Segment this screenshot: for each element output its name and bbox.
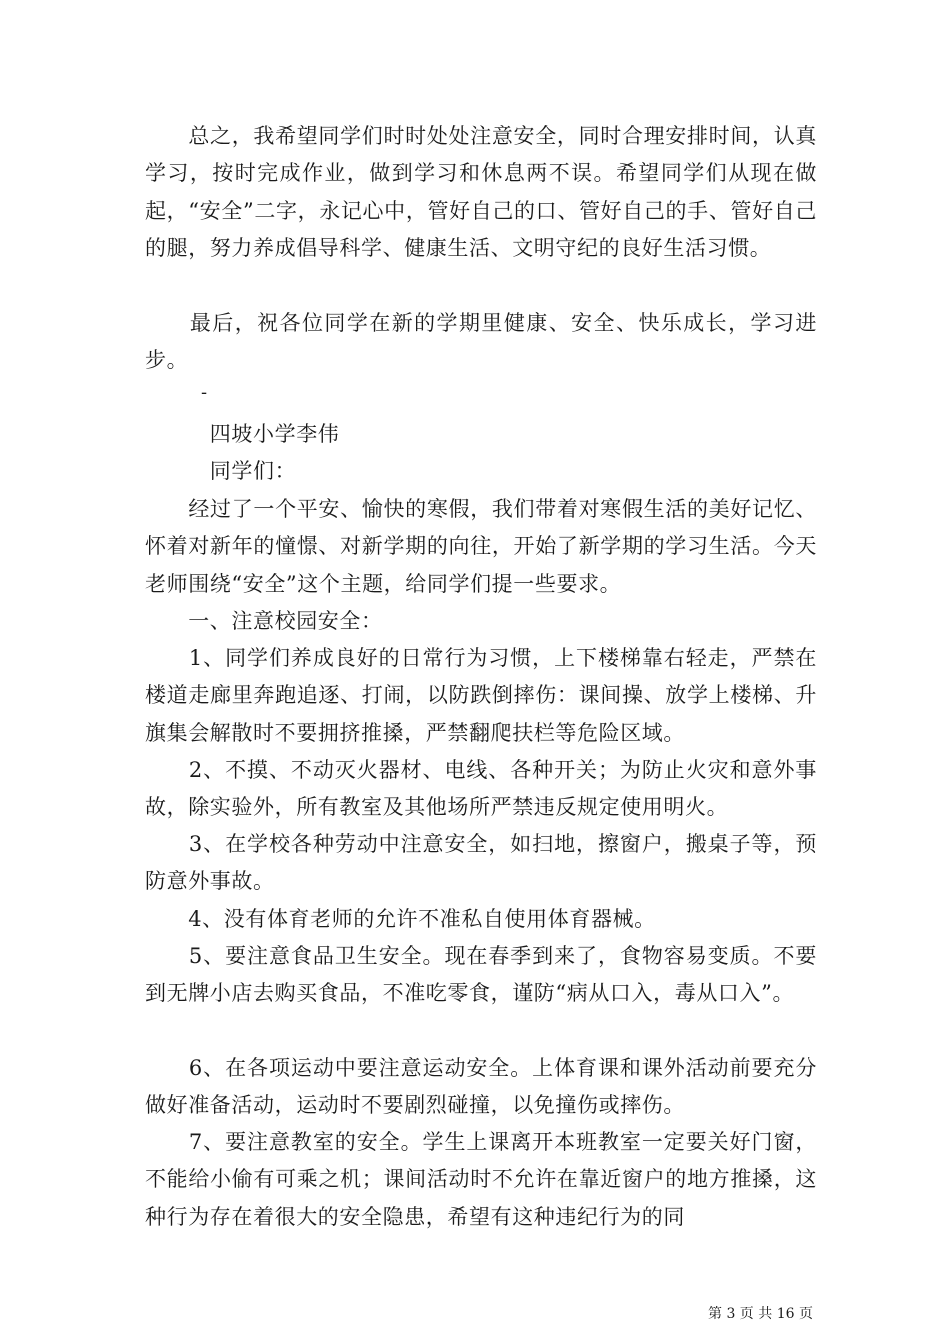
section-heading: 一、注意校园安全： xyxy=(145,609,383,633)
list-item-2: 2、不摸、不动灭火器材、电线、各种开关；为防止火灾和意外事故，除实验外，所有教室及其他场所严禁违反规定使用明火。 xyxy=(145,758,817,820)
list-item-4: 4、没有体育老师的允许不准私自使用体育器械。 xyxy=(145,907,656,931)
author-line: 四坡小学李伟 xyxy=(145,422,340,446)
list-item-5: 5、要注意食品卫生安全。现在春季到来了，食物容易变质。不要到无牌小店去购买食品，不准吃零食，谨防“病从口入，毒从口入”。 xyxy=(145,944,817,1006)
page-number: 第 3 页 共 16 页 xyxy=(708,1306,813,1322)
list-item-1: 1、同学们养成良好的日常行为习惯，上下楼梯靠右轻走，严禁在楼道走廊里奔跑追逐、打闹，以防跌倒摔伤：课间操、放学上楼梯、升旗集会解散时不要拥挤推搡，严禁翻爬扶栏等危险区域。 xyxy=(145,646,817,745)
paragraph-closing: 最后，祝各位同学在新的学期里健康、安全、快乐成长，学习进步。 xyxy=(145,311,817,373)
list-item-3: 3、在学校各种劳动中注意安全，如扫地，擦窗户，搬桌子等，预防意外事故。 xyxy=(145,832,817,894)
list-item-6: 6、在各项运动中要注意运动安全。上体育课和课外活动前要充分做好准备活动，运动时不要剧烈碰撞，以免撞伤或摔伤。 xyxy=(145,1056,817,1118)
list-item-7: 7、要注意教室的安全。学生上课离开本班教室一定要关好门窗，不能给小偷有可乘之机；课间活动时不允许在靠近窗户的地方推搡，这种行为存在着很大的安全隐患，希望有这种违纪行为的同 xyxy=(145,1130,817,1229)
salutation: 同学们： xyxy=(145,459,297,483)
paragraph-intro: 经过了一个平安、愉快的寒假，我们带着对寒假生活的美好记忆、怀着对新年的憧憬、对新学期的向往，开始了新学期的学习生活。今天老师围绕“安全”这个主题，给同学们提一些要求。 xyxy=(145,497,817,596)
paragraph-summary: 总之，我希望同学们时时处处注意安全，同时合理安排时间，认真学习，按时完成作业，做到学习和休息两不误。希望同学们从现在做起，“安全”二字，永记心中，管好自己的口、管好自己的手、管好自己的腿，努力养成倡导科学、健康生活、文明守纪的良好生活习惯。 xyxy=(145,124,817,260)
separator-dash: - xyxy=(201,382,208,403)
